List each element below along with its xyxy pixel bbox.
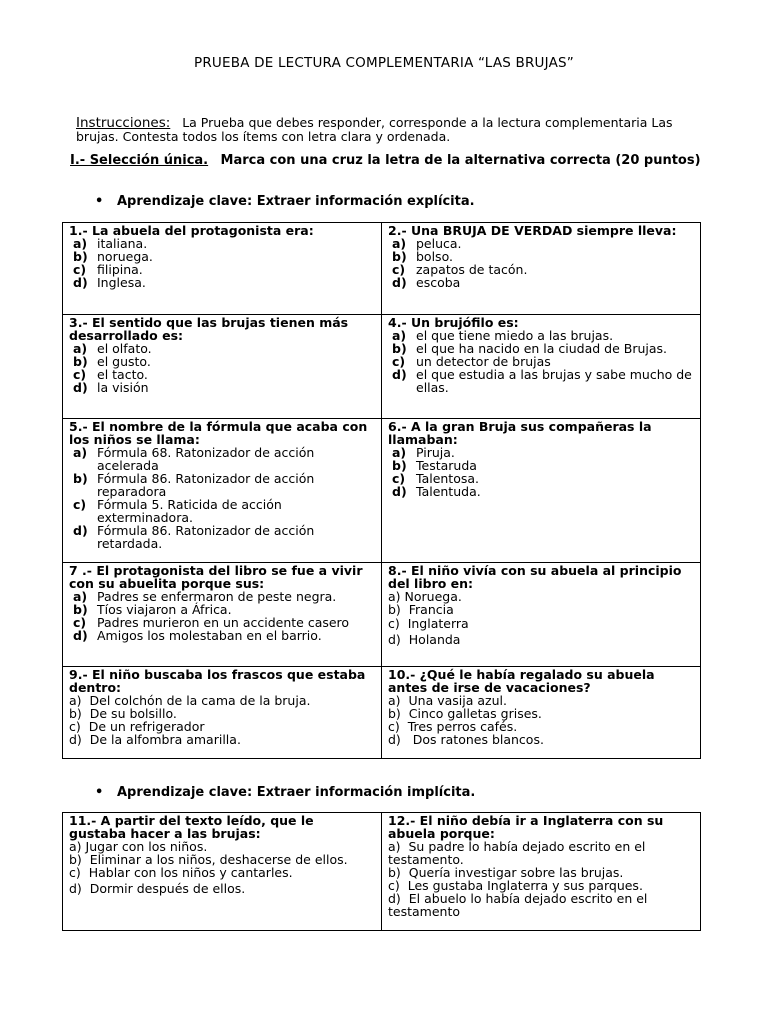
question-title: 7 .- El protagonista del libro se fue a vivir con su abuelita porque sus:	[69, 563, 363, 591]
option-c[interactable]: c) zapatos de tacón.	[392, 262, 528, 277]
question-title: 4.- Un brujófilo es:	[388, 315, 519, 330]
option-a[interactable]: a) Noruega.	[388, 589, 462, 604]
option-b[interactable]: b) Eliminar a los niños, deshacerse de ellos.	[69, 852, 348, 867]
option-b[interactable]: b) noruega.	[73, 249, 153, 264]
option-b[interactable]: b) el que ha nacido en la ciudad de Brujas.	[392, 341, 668, 356]
option-d[interactable]: d) Fórmula 86. Ratonizador de acción retardada.	[73, 523, 315, 551]
instructions-label: Instrucciones:	[76, 115, 171, 131]
question-title: 8.- El niño vivía con su abuela al principio del libro en:	[388, 563, 682, 591]
section-label: I.- Selección única.	[70, 153, 209, 168]
option-d[interactable]: d) Holanda	[388, 632, 461, 647]
section-text: Marca con una cruz la letra de la alternativa correcta (20 puntos)	[220, 153, 701, 168]
question-cell-11	[63, 813, 382, 931]
question-title: 5.- El nombre de la fórmula que acaba con los niños se llama:	[69, 419, 368, 447]
question-title: 9.- El niño buscaba los frascos que estaba dentro:	[69, 667, 366, 695]
bullet-explicit	[95, 195, 475, 208]
question-cell-2	[382, 223, 701, 315]
question-title: 10.- ¿Qué le había regalado su abuela antes de irse de vacaciones?	[388, 667, 655, 695]
questions-table-implicit	[62, 812, 701, 931]
bullet-text: Aprendizaje clave: Extraer información implícita.	[117, 785, 476, 800]
bullet-dot: •	[95, 194, 104, 209]
option-d[interactable]: d) El abuelo lo había dejado escrito en el testamento	[388, 891, 648, 919]
option-c[interactable]: c) Padres murieron en un accidente casero	[73, 615, 350, 630]
question-cell-1	[63, 223, 382, 315]
option-a[interactable]: a) italiana.	[73, 236, 148, 251]
question-cell-4	[382, 315, 701, 419]
question-cell-3	[63, 315, 382, 419]
option-c[interactable]: c) un detector de brujas	[392, 354, 551, 369]
table-row	[63, 419, 701, 563]
option-a[interactable]: a) Piruja.	[392, 445, 455, 460]
option-b[interactable]: b) Testaruda	[392, 458, 477, 473]
instructions	[76, 116, 716, 143]
table-row	[63, 223, 701, 315]
question-title: 3.- El sentido que las brujas tienen más desarrollado es:	[69, 315, 349, 343]
question-title: 11.- A partir del texto leído, que le gustaba hacer a las brujas:	[69, 813, 314, 841]
option-a[interactable]: a) Fórmula 68. Ratonizador de acción acelerada	[73, 445, 315, 473]
option-b[interactable]: b) Quería investigar sobre las brujas.	[388, 865, 624, 880]
instructions-text: La Prueba que debes responder, corresponde a la lectura complementaria Las brujas. Contesta todos los ítems con letra clara y ordenada.	[76, 115, 673, 144]
option-c[interactable]: c) De un refrigerador	[69, 719, 205, 734]
question-title: 1.- La abuela del protagonista era:	[69, 223, 314, 238]
question-cell-7	[63, 563, 382, 667]
option-a[interactable]: a) peluca.	[392, 236, 462, 251]
question-cell-12	[382, 813, 701, 931]
option-a[interactable]: a) el que tiene miedo a las brujas.	[392, 328, 614, 343]
page-title: PRUEBA DE LECTURA COMPLEMENTARIA “LAS BRUJAS”	[194, 55, 574, 71]
bullet-dot: •	[95, 785, 104, 800]
option-a[interactable]: a) Jugar con los niños.	[69, 839, 208, 854]
option-d[interactable]: d) escoba	[392, 275, 461, 290]
option-a[interactable]: a) Padres se enfermaron de peste negra.	[73, 589, 337, 604]
option-c[interactable]: c) filipina.	[73, 262, 143, 277]
option-c[interactable]: c) el tacto.	[73, 367, 148, 382]
table-row	[63, 813, 701, 931]
option-d[interactable]: d) De la alfombra amarilla.	[69, 732, 241, 747]
option-c[interactable]: c) Talentosa.	[392, 471, 480, 486]
section-heading	[70, 154, 710, 168]
option-b[interactable]: b) bolso.	[392, 249, 453, 264]
option-b[interactable]: b) Francia	[388, 602, 454, 617]
question-cell-5	[63, 419, 382, 563]
table-row	[63, 563, 701, 667]
question-title: 12.- El niño debía ir a Inglaterra con su abuela porque:	[388, 813, 664, 841]
option-b[interactable]: b) Cinco galletas grises.	[388, 706, 542, 721]
option-d[interactable]: d) Talentuda.	[392, 484, 481, 499]
option-a[interactable]: a) Una vasija azul.	[388, 693, 507, 708]
option-c[interactable]: c) Hablar con los niños y cantarles.	[69, 865, 293, 880]
question-title: 2.- Una BRUJA DE VERDAD siempre lleva:	[388, 223, 677, 238]
option-a[interactable]: a) Su padre lo había dejado escrito en el testamento.	[388, 839, 646, 867]
option-a[interactable]: a) el olfato.	[73, 341, 152, 356]
option-d[interactable]: d) Dormir después de ellos.	[69, 881, 246, 896]
table-row	[63, 315, 701, 419]
questions-table-explicit	[62, 222, 701, 759]
option-d[interactable]: d) Dos ratones blancos.	[388, 732, 544, 747]
question-cell-10	[382, 667, 701, 759]
table-row	[63, 667, 701, 759]
option-c[interactable]: c) Inglaterra	[388, 616, 469, 631]
option-d[interactable]: d) Amigos los molestaban en el barrio.	[73, 628, 322, 643]
option-c[interactable]: c) Tres perros cafés.	[388, 719, 518, 734]
bullet-text: Aprendizaje clave: Extraer información explícita.	[117, 194, 475, 209]
option-a[interactable]: a) Del colchón de la cama de la bruja.	[69, 693, 311, 708]
option-b[interactable]: b) Tíos viajaron a África.	[73, 602, 232, 617]
question-cell-6	[382, 419, 701, 563]
question-title: 6.- A la gran Bruja sus compañeras la llamaban:	[388, 419, 652, 447]
question-cell-9	[63, 667, 382, 759]
question-cell-8	[382, 563, 701, 667]
option-b[interactable]: b) Fórmula 86. Ratonizador de acción reparadora	[73, 471, 315, 499]
bullet-implicit	[95, 786, 475, 799]
option-d[interactable]: d) el que estudia a las brujas y sabe mucho de ellas.	[392, 367, 692, 395]
option-c[interactable]: c) Les gustaba Inglaterra y sus parques.	[388, 878, 643, 893]
option-b[interactable]: b) el gusto.	[73, 354, 151, 369]
option-d[interactable]: d) la visión	[73, 380, 149, 395]
option-d[interactable]: d) Inglesa.	[73, 275, 146, 290]
option-b[interactable]: b) De su bolsillo.	[69, 706, 177, 721]
option-c[interactable]: c) Fórmula 5. Raticida de acción exterminadora.	[73, 497, 282, 525]
